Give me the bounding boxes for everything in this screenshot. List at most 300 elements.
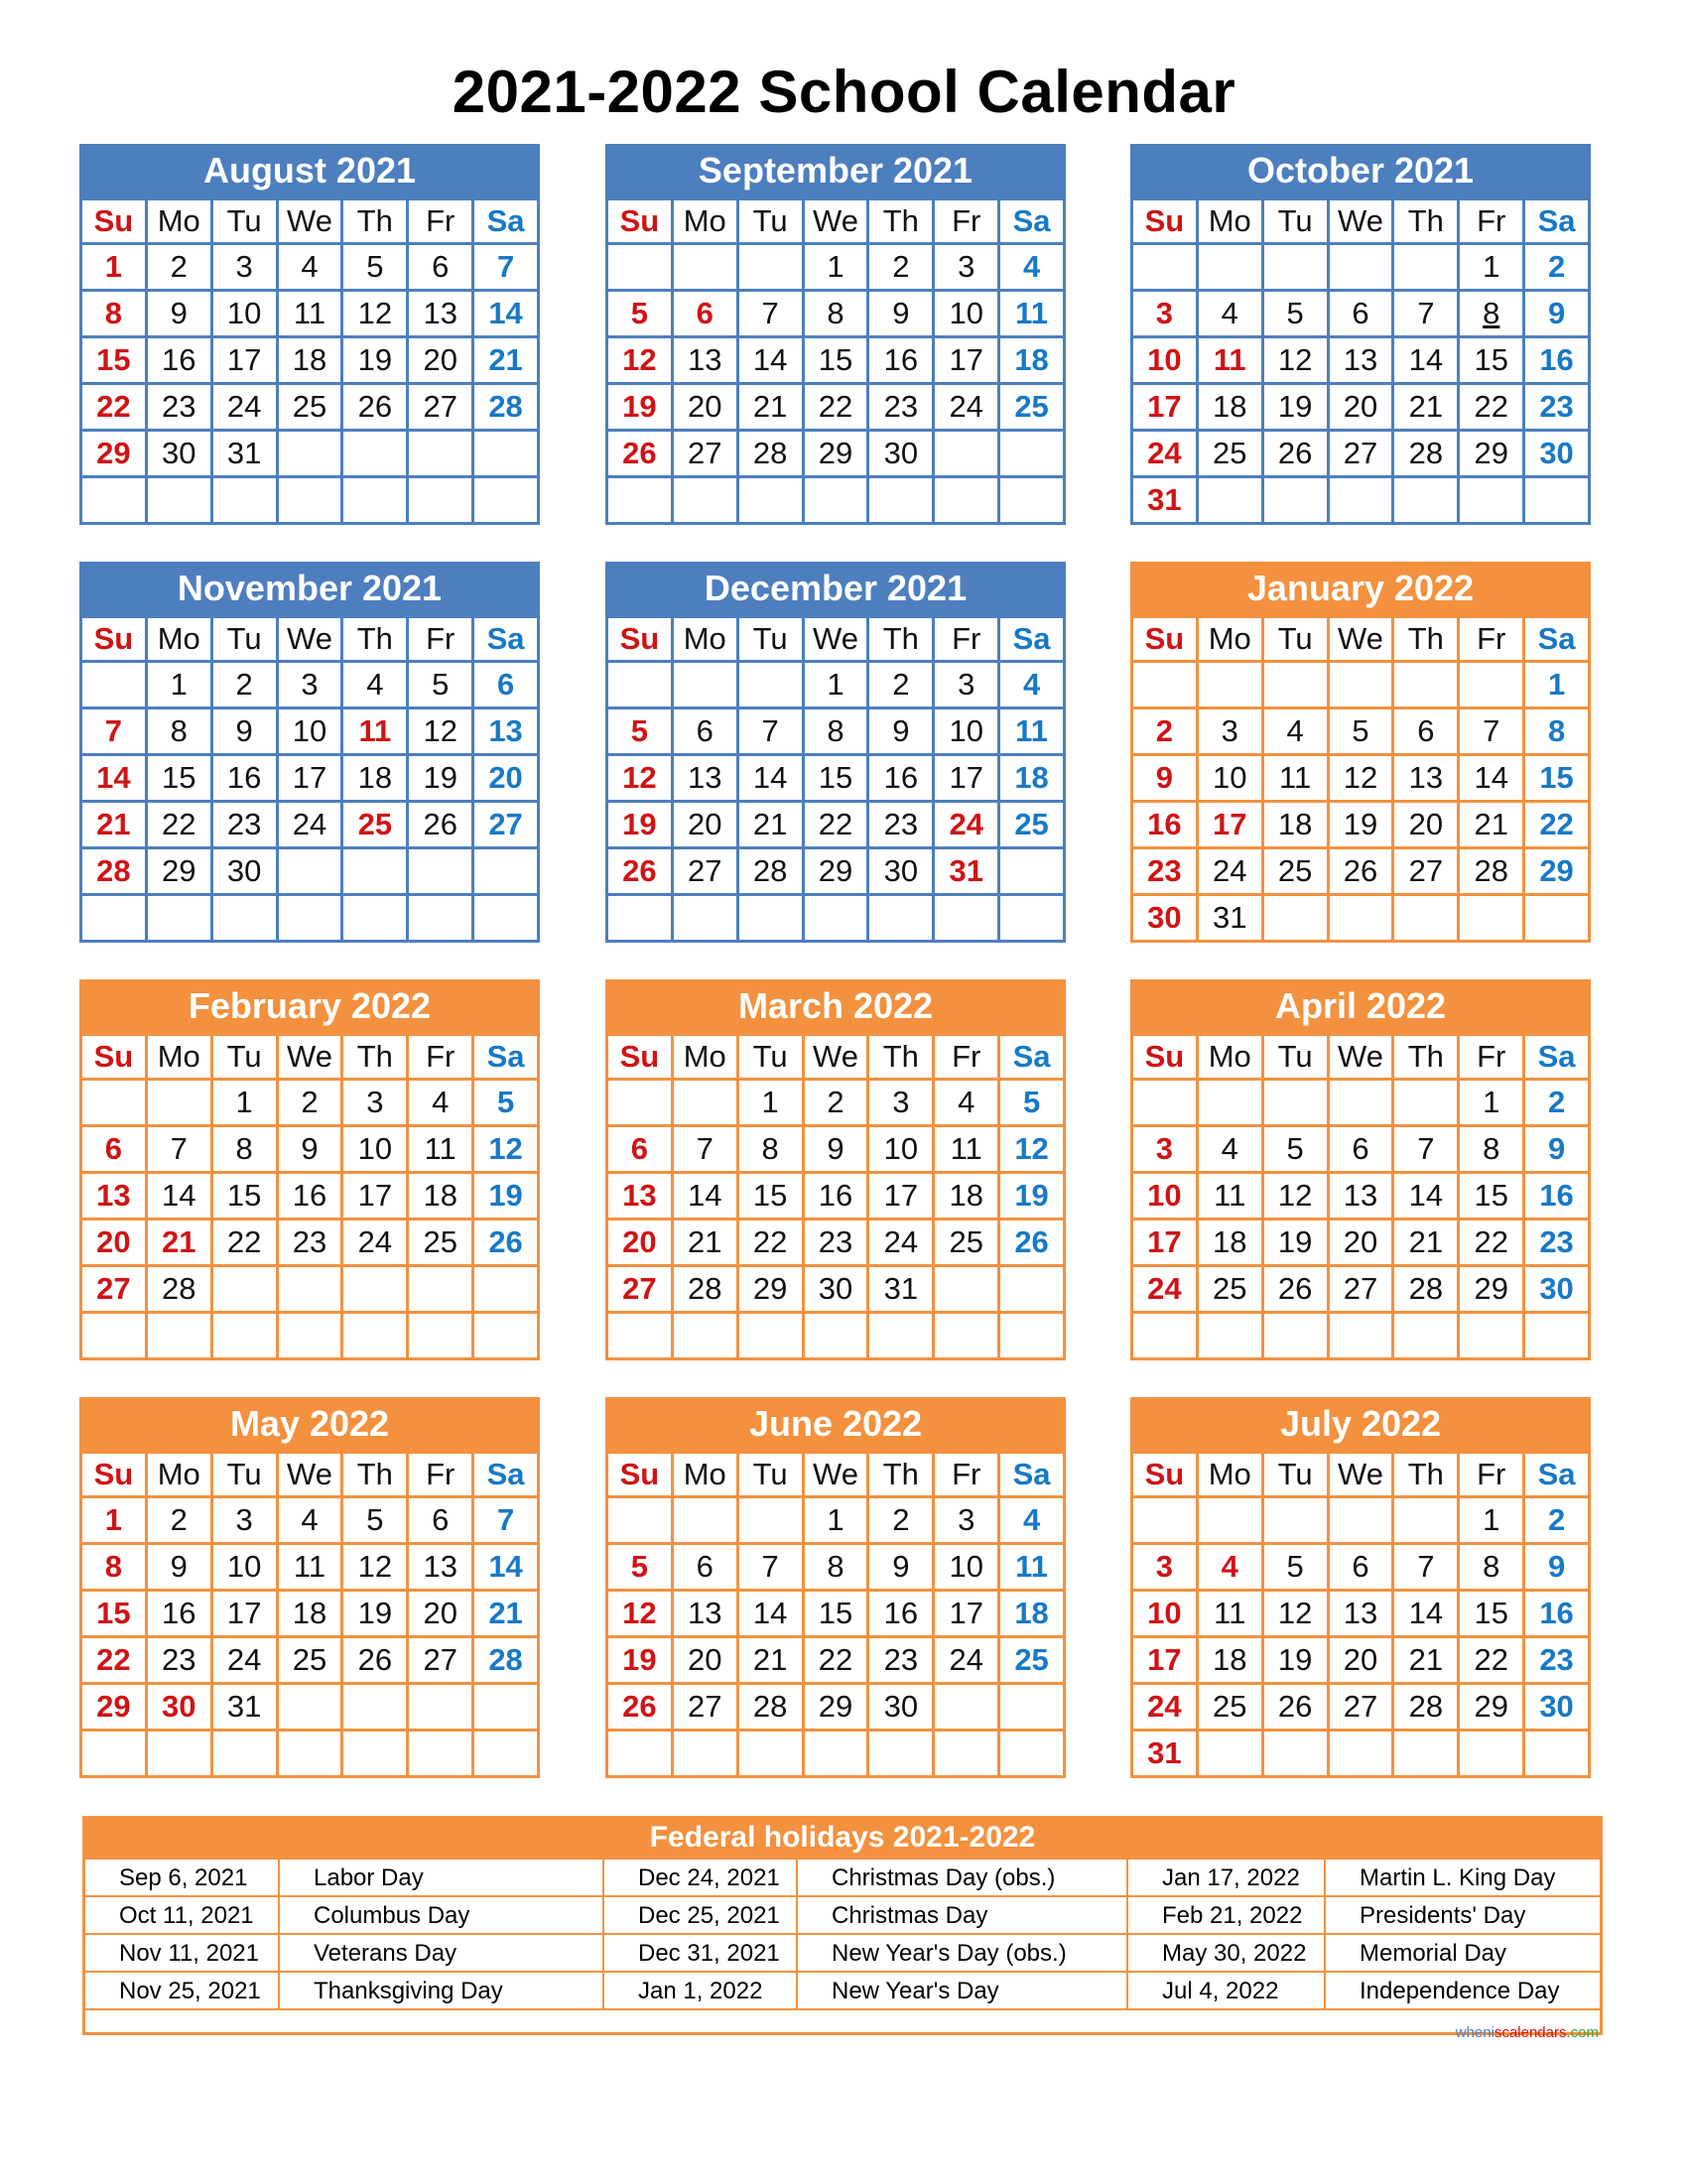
empty-cell: [1394, 475, 1460, 522]
day-cell: 27: [674, 846, 739, 893]
day-cell: 23: [805, 1218, 870, 1264]
holidays-title: Federal holidays 2021-2022: [85, 1816, 1600, 1860]
day-cell: 6: [82, 1124, 148, 1171]
holiday-name: Independence Day: [1326, 1973, 1600, 2010]
day-cell: 12: [1330, 753, 1395, 800]
day-cell: 23: [279, 1218, 344, 1264]
day-cell: 24: [1199, 846, 1264, 893]
day-cell: 27: [1330, 1264, 1395, 1311]
day-cell: 11: [409, 1124, 474, 1171]
day-cell: 3: [1133, 1124, 1199, 1171]
empty-cell: [739, 1311, 805, 1357]
empty-cell: [82, 660, 148, 707]
weekday-header: Su: [82, 1451, 148, 1495]
day-cell: 9: [869, 707, 935, 753]
day-cell: 25: [1199, 1682, 1264, 1729]
weekday-header: Th: [869, 1033, 935, 1078]
day-cell: 1: [805, 242, 870, 289]
empty-cell: [1394, 1729, 1460, 1775]
weekday-header: Fr: [409, 615, 474, 660]
day-cell: 20: [674, 800, 739, 846]
day-cell: 24: [935, 1635, 1000, 1682]
day-cell: 5: [608, 1542, 674, 1589]
month-title: July 2022: [1130, 1397, 1591, 1451]
empty-cell: [674, 1495, 739, 1542]
day-cell: 23: [1525, 1635, 1591, 1682]
holiday-date: Nov 11, 2021: [85, 1935, 280, 1973]
empty-cell: [739, 1495, 805, 1542]
day-cell: 3: [1133, 1542, 1199, 1589]
day-cell: 27: [1330, 1682, 1395, 1729]
day-cell: 31: [1133, 475, 1199, 522]
day-cell: 6: [608, 1124, 674, 1171]
day-cell: 4: [279, 1495, 344, 1542]
month-3: [79, 562, 540, 943]
empty-cell: [935, 1264, 1000, 1311]
empty-cell: [1199, 1495, 1264, 1542]
day-cell: 7: [1394, 1124, 1460, 1171]
empty-cell: [608, 1495, 674, 1542]
day-cell: 8: [1460, 289, 1525, 335]
empty-cell: [674, 1729, 739, 1775]
day-cell: 24: [1133, 1264, 1199, 1311]
empty-cell: [409, 1264, 474, 1311]
day-cell: 22: [1460, 1635, 1525, 1682]
day-cell: 6: [409, 242, 474, 289]
day-cell: 9: [1133, 753, 1199, 800]
weekday-header: Fr: [935, 1033, 1000, 1078]
month-grid: [1130, 197, 1591, 525]
empty-cell: [213, 1311, 279, 1357]
empty-cell: [1264, 893, 1330, 940]
empty-cell: [474, 1682, 540, 1729]
weekday-header: Su: [1133, 197, 1199, 242]
weekday-header: Mo: [148, 1033, 213, 1078]
day-cell: 27: [82, 1264, 148, 1311]
day-cell: 19: [343, 335, 409, 382]
weekday-header: Sa: [1525, 615, 1591, 660]
day-cell: 8: [148, 707, 213, 753]
day-cell: 19: [1330, 800, 1395, 846]
day-cell: 1: [739, 1078, 805, 1124]
day-cell: 24: [213, 382, 279, 429]
day-cell: 25: [409, 1218, 474, 1264]
holiday-date: Dec 25, 2021: [604, 1897, 798, 1935]
empty-cell: [869, 475, 935, 522]
day-cell: 13: [674, 1589, 739, 1635]
month-2: [1130, 144, 1591, 525]
month-title: May 2022: [79, 1397, 540, 1451]
day-cell: 22: [82, 382, 148, 429]
empty-cell: [474, 1264, 540, 1311]
day-cell: 2: [1525, 1078, 1591, 1124]
day-cell: 13: [1330, 1171, 1395, 1218]
day-cell: 14: [474, 289, 540, 335]
empty-cell: [474, 1729, 540, 1775]
day-cell: 19: [608, 1635, 674, 1682]
empty-cell: [1264, 1495, 1330, 1542]
empty-cell: [82, 1078, 148, 1124]
day-cell: 28: [1460, 846, 1525, 893]
empty-cell: [935, 1311, 1000, 1357]
weekday-header: Sa: [1525, 1033, 1591, 1078]
day-cell: 31: [1133, 1729, 1199, 1775]
day-cell: 9: [148, 289, 213, 335]
empty-cell: [1133, 242, 1199, 289]
empty-cell: [409, 846, 474, 893]
weekday-header: Su: [82, 615, 148, 660]
empty-cell: [1460, 1729, 1525, 1775]
empty-cell: [869, 893, 935, 940]
day-cell: 23: [1525, 1218, 1591, 1264]
empty-cell: [1394, 1311, 1460, 1357]
holiday-date: Jul 4, 2022: [1128, 1973, 1326, 2010]
day-cell: 17: [935, 335, 1000, 382]
holiday-name: New Year's Day: [798, 1973, 1128, 2010]
day-cell: 22: [805, 800, 870, 846]
month-grid: [1130, 1033, 1591, 1360]
empty-cell: [1330, 1078, 1395, 1124]
empty-cell: [474, 1311, 540, 1357]
day-cell: 17: [213, 335, 279, 382]
day-cell: 22: [1525, 800, 1591, 846]
day-cell: 17: [1199, 800, 1264, 846]
day-cell: 16: [1525, 1171, 1591, 1218]
day-cell: 19: [1264, 382, 1330, 429]
day-cell: 13: [474, 707, 540, 753]
day-cell: 29: [1460, 429, 1525, 475]
day-cell: 30: [148, 1682, 213, 1729]
weekday-header: We: [279, 615, 344, 660]
weekday-header: Su: [1133, 1033, 1199, 1078]
month-0: [79, 144, 540, 525]
weekday-header: Mo: [674, 615, 739, 660]
empty-cell: [1525, 1729, 1591, 1775]
day-cell: 24: [279, 800, 344, 846]
day-cell: 13: [674, 335, 739, 382]
weekday-header: Fr: [1460, 1033, 1525, 1078]
empty-cell: [148, 1311, 213, 1357]
day-cell: 29: [739, 1264, 805, 1311]
empty-cell: [1199, 1729, 1264, 1775]
empty-cell: [1000, 1682, 1066, 1729]
day-cell: 9: [148, 1542, 213, 1589]
month-grid: [79, 1451, 540, 1778]
day-cell: 18: [1199, 382, 1264, 429]
month-grid: [605, 1033, 1066, 1360]
day-cell: 1: [82, 1495, 148, 1542]
day-cell: 13: [608, 1171, 674, 1218]
day-cell: 20: [82, 1218, 148, 1264]
day-cell: 4: [935, 1078, 1000, 1124]
holiday-name: New Year's Day (obs.): [798, 1935, 1128, 1973]
day-cell: 25: [279, 382, 344, 429]
day-cell: 26: [608, 846, 674, 893]
day-cell: 8: [805, 707, 870, 753]
empty-cell: [474, 846, 540, 893]
empty-cell: [409, 1729, 474, 1775]
weekday-header: Sa: [1525, 1451, 1591, 1495]
day-cell: 17: [1133, 382, 1199, 429]
day-cell: 13: [1394, 753, 1460, 800]
weekday-header: Tu: [1264, 615, 1330, 660]
month-title: December 2021: [605, 562, 1066, 615]
day-cell: 14: [474, 1542, 540, 1589]
empty-cell: [608, 475, 674, 522]
month-grid: [605, 615, 1066, 943]
day-cell: 27: [1394, 846, 1460, 893]
month-grid: [1130, 1451, 1591, 1778]
day-cell: 5: [608, 707, 674, 753]
weekday-header: Th: [1394, 1033, 1460, 1078]
federal-holidays-table: [82, 1816, 1603, 2035]
empty-cell: [82, 1311, 148, 1357]
day-cell: 15: [82, 1589, 148, 1635]
empty-cell: [474, 475, 540, 522]
day-cell: 27: [608, 1264, 674, 1311]
empty-cell: [1460, 1311, 1525, 1357]
day-cell: 3: [279, 660, 344, 707]
weekday-header: Fr: [935, 197, 1000, 242]
day-cell: 30: [148, 429, 213, 475]
day-cell: 10: [935, 289, 1000, 335]
weekday-header: Fr: [409, 197, 474, 242]
day-cell: 11: [935, 1124, 1000, 1171]
day-cell: 19: [1264, 1218, 1330, 1264]
day-cell: 15: [148, 753, 213, 800]
empty-cell: [1264, 475, 1330, 522]
day-cell: 4: [1000, 660, 1066, 707]
day-cell: 14: [82, 753, 148, 800]
day-cell: 27: [409, 382, 474, 429]
weekday-header: Th: [1394, 197, 1460, 242]
day-cell: 11: [1199, 1589, 1264, 1635]
day-cell: 23: [869, 382, 935, 429]
weekday-header: Tu: [213, 1033, 279, 1078]
holidays-grid: [85, 1860, 1600, 2032]
day-cell: 23: [148, 382, 213, 429]
day-cell: 30: [1525, 429, 1591, 475]
day-cell: 5: [1264, 289, 1330, 335]
day-cell: 7: [739, 707, 805, 753]
day-cell: 2: [1525, 242, 1591, 289]
day-cell: 5: [1330, 707, 1395, 753]
empty-cell: [82, 1729, 148, 1775]
weekday-header: Sa: [1000, 1033, 1066, 1078]
day-cell: 14: [739, 1589, 805, 1635]
day-cell: 5: [474, 1078, 540, 1124]
weekday-header: Su: [1133, 615, 1199, 660]
empty-cell: [409, 1682, 474, 1729]
day-cell: 28: [739, 429, 805, 475]
weekday-header: Fr: [409, 1033, 474, 1078]
empty-cell: [608, 660, 674, 707]
day-cell: 15: [213, 1171, 279, 1218]
day-cell: 17: [279, 753, 344, 800]
weekday-header: Sa: [1000, 1451, 1066, 1495]
day-cell: 7: [1394, 1542, 1460, 1589]
day-cell: 6: [1330, 1542, 1395, 1589]
empty-cell: [1264, 1078, 1330, 1124]
day-cell: 24: [343, 1218, 409, 1264]
day-cell: 9: [1525, 289, 1591, 335]
weekday-header: Sa: [1525, 197, 1591, 242]
day-cell: 16: [1525, 1589, 1591, 1635]
day-cell: 20: [608, 1218, 674, 1264]
day-cell: 10: [343, 1124, 409, 1171]
day-cell: 26: [343, 1635, 409, 1682]
month-10: [605, 1397, 1066, 1778]
day-cell: 26: [343, 382, 409, 429]
empty-cell: [1000, 1264, 1066, 1311]
day-cell: 2: [805, 1078, 870, 1124]
weekday-header: Mo: [674, 197, 739, 242]
day-cell: 30: [869, 1682, 935, 1729]
day-cell: 1: [1525, 660, 1591, 707]
day-cell: 14: [148, 1171, 213, 1218]
day-cell: 4: [1000, 1495, 1066, 1542]
day-cell: 17: [935, 753, 1000, 800]
day-cell: 14: [1394, 335, 1460, 382]
holiday-name: Presidents' Day: [1326, 1897, 1600, 1935]
day-cell: 24: [1133, 1682, 1199, 1729]
weekday-header: Mo: [148, 1451, 213, 1495]
day-cell: 28: [474, 1635, 540, 1682]
weekday-header: Mo: [1199, 1451, 1264, 1495]
day-cell: 19: [608, 382, 674, 429]
weekday-header: Th: [343, 1033, 409, 1078]
day-cell: 25: [279, 1635, 344, 1682]
day-cell: 26: [608, 1682, 674, 1729]
weekday-header: We: [279, 197, 344, 242]
weekday-header: Sa: [474, 615, 540, 660]
day-cell: 5: [1000, 1078, 1066, 1124]
day-cell: 10: [1133, 1589, 1199, 1635]
empty-cell: [148, 1078, 213, 1124]
day-cell: 22: [1460, 382, 1525, 429]
day-cell: 21: [1460, 800, 1525, 846]
blank-cell: [280, 2010, 604, 2032]
day-cell: 16: [213, 753, 279, 800]
day-cell: 2: [148, 1495, 213, 1542]
day-cell: 22: [805, 382, 870, 429]
day-cell: 6: [674, 707, 739, 753]
day-cell: 9: [869, 289, 935, 335]
day-cell: 5: [1264, 1542, 1330, 1589]
day-cell: 25: [343, 800, 409, 846]
day-cell: 10: [279, 707, 344, 753]
empty-cell: [739, 660, 805, 707]
empty-cell: [739, 1729, 805, 1775]
empty-cell: [1133, 1078, 1199, 1124]
day-cell: 20: [674, 382, 739, 429]
day-cell: 10: [1133, 1171, 1199, 1218]
day-cell: 9: [279, 1124, 344, 1171]
day-cell: 14: [739, 753, 805, 800]
empty-cell: [1000, 475, 1066, 522]
weekday-header: Th: [343, 197, 409, 242]
weekday-header: Th: [343, 1451, 409, 1495]
day-cell: 20: [1330, 1218, 1395, 1264]
day-cell: 8: [1460, 1124, 1525, 1171]
month-11: [1130, 1397, 1591, 1778]
day-cell: 15: [1460, 1171, 1525, 1218]
blank-cell: [1128, 2010, 1326, 2032]
day-cell: 11: [1199, 335, 1264, 382]
day-cell: 29: [805, 429, 870, 475]
weekday-header: Th: [869, 197, 935, 242]
weekday-header: Sa: [474, 1451, 540, 1495]
month-grid: [79, 197, 540, 525]
holiday-date: Sep 6, 2021: [85, 1860, 280, 1897]
empty-cell: [739, 242, 805, 289]
empty-cell: [1000, 1729, 1066, 1775]
day-cell: 31: [213, 1682, 279, 1729]
day-cell: 26: [474, 1218, 540, 1264]
day-cell: 17: [935, 1589, 1000, 1635]
day-cell: 12: [1000, 1124, 1066, 1171]
day-cell: 7: [474, 1495, 540, 1542]
day-cell: 12: [343, 1542, 409, 1589]
day-cell: 2: [869, 242, 935, 289]
weekday-header: Mo: [674, 1451, 739, 1495]
day-cell: 29: [1525, 846, 1591, 893]
day-cell: 6: [474, 660, 540, 707]
day-cell: 15: [1460, 335, 1525, 382]
day-cell: 6: [674, 1542, 739, 1589]
weekday-header: Su: [608, 1033, 674, 1078]
empty-cell: [739, 893, 805, 940]
empty-cell: [1199, 1311, 1264, 1357]
empty-cell: [608, 1311, 674, 1357]
weekday-header: We: [1330, 1033, 1395, 1078]
day-cell: 10: [935, 1542, 1000, 1589]
day-cell: 1: [1460, 1495, 1525, 1542]
day-cell: 5: [409, 660, 474, 707]
holiday-date: Dec 24, 2021: [604, 1860, 798, 1897]
month-grid: [79, 615, 540, 943]
day-cell: 20: [409, 335, 474, 382]
empty-cell: [1133, 1495, 1199, 1542]
day-cell: 27: [1330, 429, 1395, 475]
day-cell: 11: [1000, 289, 1066, 335]
day-cell: 3: [213, 242, 279, 289]
day-cell: 10: [213, 1542, 279, 1589]
day-cell: 20: [409, 1589, 474, 1635]
empty-cell: [1133, 660, 1199, 707]
day-cell: 22: [1460, 1218, 1525, 1264]
day-cell: 29: [82, 429, 148, 475]
day-cell: 29: [82, 1682, 148, 1729]
weekday-header: Su: [82, 197, 148, 242]
weekday-header: Fr: [409, 1451, 474, 1495]
day-cell: 16: [148, 1589, 213, 1635]
day-cell: 28: [739, 846, 805, 893]
day-cell: 3: [935, 242, 1000, 289]
day-cell: 21: [1394, 1218, 1460, 1264]
empty-cell: [1264, 1729, 1330, 1775]
day-cell: 21: [474, 1589, 540, 1635]
weekday-header: Su: [608, 615, 674, 660]
day-cell: 16: [148, 335, 213, 382]
day-cell: 14: [1394, 1589, 1460, 1635]
day-cell: 20: [474, 753, 540, 800]
day-cell: 24: [869, 1218, 935, 1264]
empty-cell: [343, 1264, 409, 1311]
day-cell: 18: [1199, 1635, 1264, 1682]
empty-cell: [869, 1311, 935, 1357]
weekday-header: We: [279, 1451, 344, 1495]
